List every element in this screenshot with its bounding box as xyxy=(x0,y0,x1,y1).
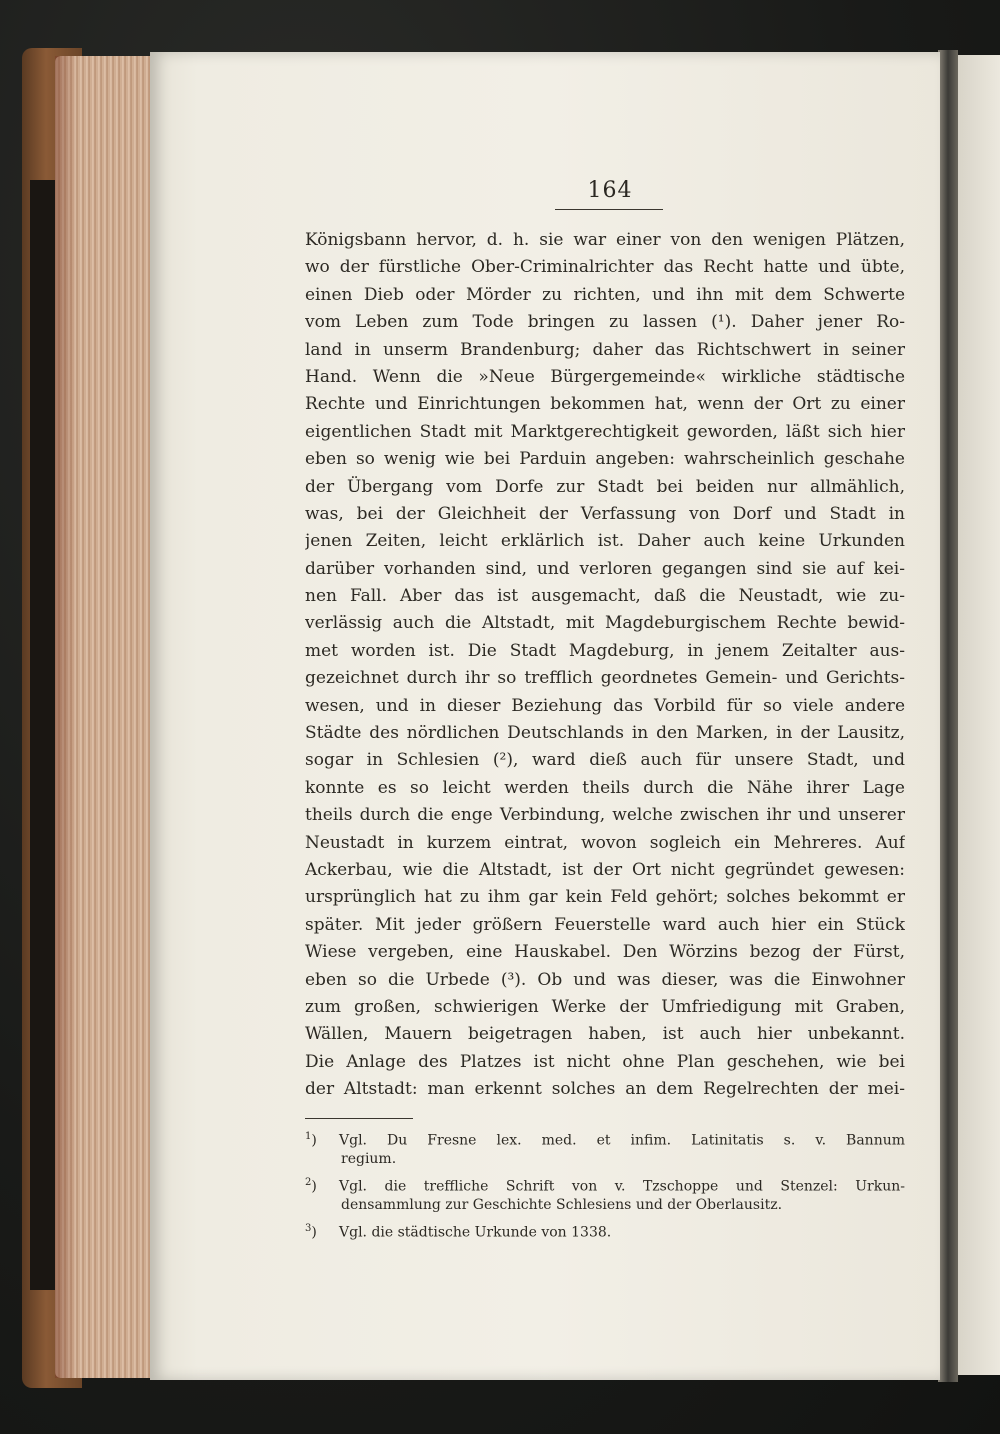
footnote-marker: $^3$) xyxy=(305,1223,317,1240)
footnote-line xyxy=(305,1218,905,1240)
text-line: konnte es so leicht werden theils durch die Nähe ihrer Lage xyxy=(305,777,905,798)
text-line: Neustadt in kurzem eintrat, wovon sogleich ein Mehreres. Auf xyxy=(305,832,905,853)
text-line: Ackerbau, wie die Altstadt, ist der Ort nicht gegründet gewesen: xyxy=(305,859,905,880)
footnotes xyxy=(305,1126,905,1242)
text-line: ursprünglich hat zu ihm gar kein Feld gehört; solches bekommt er xyxy=(305,887,905,908)
book-gutter xyxy=(938,50,958,1382)
text-line: nen Fall. Aber das ist ausgemacht, daß die Neustadt, wie zu- xyxy=(305,586,905,607)
facing-page-edge xyxy=(956,55,1000,1375)
footnote-text: Vgl. Du Fresne lex. med. et infim. Latinitatis s. v. Bannum xyxy=(339,1132,905,1148)
text-line: der Altstadt: man erkennt solches an dem Regelrechten der mei- xyxy=(305,1079,905,1100)
footnote-marker: $^1$) xyxy=(305,1131,317,1148)
footnote-line xyxy=(305,1172,905,1194)
footnote-line: densammlung zur Geschichte Schlesiens und der Oberlausitz. xyxy=(341,1197,783,1213)
text-line: land in unserm Brandenburg; daher das Richtschwert in seiner xyxy=(305,339,905,360)
text-line: Wällen, Mauern beigetragen haben, ist auch hier unbekannt. xyxy=(305,1024,905,1045)
footnote-line xyxy=(305,1126,905,1148)
page-edges xyxy=(55,56,155,1378)
text-line: zum großen, schwierigen Werke der Umfriedigung mit Graben, xyxy=(305,996,905,1017)
text-line: Wiese vergeben, eine Hauskabel. Den Wörzins bezog der Fürst, xyxy=(305,942,905,963)
text-line: eben so die Urbede (³). Ob und was dieser, was die Einwohner xyxy=(305,969,905,990)
page-number: 164 xyxy=(587,178,633,203)
body-text xyxy=(305,227,905,1104)
text-line: darüber vorhanden sind, und verloren gegangen sind sie auf kei- xyxy=(305,558,905,579)
text-line: der Übergang vom Dorfe zur Stadt bei beiden nur allmählich, xyxy=(305,476,905,497)
text-line: Rechte und Einrichtungen bekommen hat, wenn der Ort zu einer xyxy=(305,394,905,415)
text-line: später. Mit jeder größern Feuerstelle ward auch hier ein Stück xyxy=(305,914,905,935)
text-line: Hand. Wenn die »Neue Bürgergemeinde« wirkliche städtische xyxy=(305,366,905,387)
text-line: Königsbann hervor, d. h. sie war einer von den wenigen Plätzen, xyxy=(305,230,905,250)
text-line: Die Anlage des Platzes ist nicht ohne Plan geschehen, wie bei xyxy=(305,1051,905,1072)
text-line: wo der fürstliche Ober-Criminalrichter das Recht hatte und übte, xyxy=(305,257,905,278)
text-line: eigentlichen Stadt mit Marktgerechtigkeit geworden, läßt sich hier xyxy=(305,421,905,442)
text-line: einen Dieb oder Mörder zu richten, und ihn mit dem Schwerte xyxy=(305,284,905,305)
text-line: wesen, und in dieser Beziehung das Vorbild für so viele andere xyxy=(305,695,905,716)
footnote-text: Vgl. die städtische Urkunde von 1338. xyxy=(339,1224,612,1240)
text-line: theils durch die enge Verbindung, welche zwischen ihr und unserer xyxy=(305,805,905,826)
text-line: verlässig auch die Altstadt, mit Magdeburgischem Rechte bewid- xyxy=(305,613,905,634)
footnote-marker: $^2$) xyxy=(305,1177,317,1194)
text-line: gezeichnet durch ihr so trefflich geordnetes Gemein- und Gerichts- xyxy=(305,668,905,689)
text-line: was, bei der Gleichheit der Verfassung von Dorf und Stadt in xyxy=(305,503,905,524)
footnote xyxy=(305,1172,905,1216)
text-line: eben so wenig wie bei Parduin angeben: wahrscheinlich geschahe xyxy=(305,449,905,470)
text-line: met worden ist. Die Stadt Magdeburg, in jenem Zeitalter aus- xyxy=(305,640,905,661)
text-line: Städte des nördlichen Deutschlands in den Marken, in der Lausitz, xyxy=(305,723,905,744)
text-line: sogar in Schlesien (²), ward dieß auch für unsere Stadt, und xyxy=(305,750,905,771)
footnote xyxy=(305,1126,905,1170)
cover-shadow xyxy=(30,180,56,1290)
footnote-text: Vgl. die treffliche Schrift von v. Tzschoppe und Stenzel: Urkun- xyxy=(339,1178,905,1194)
footnote-line: regium. xyxy=(341,1151,397,1167)
text-line: vom Leben zum Tode bringen zu lassen (¹). Daher jener Ro- xyxy=(305,312,905,333)
text-line: jenen Zeiten, leicht erklärlich ist. Daher auch keine Urkunden xyxy=(305,531,905,552)
footnote xyxy=(305,1218,905,1240)
footnote-rule xyxy=(305,1118,413,1119)
header-rule xyxy=(555,209,663,210)
